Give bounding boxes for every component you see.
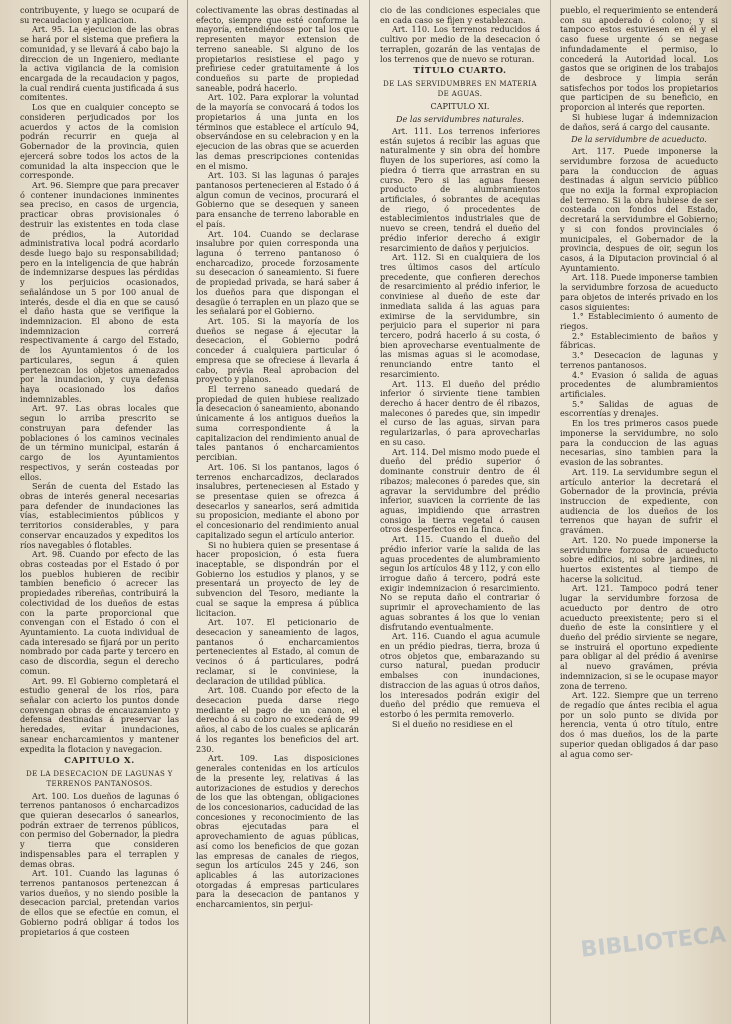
column-rule [187,0,188,1024]
text-column-3 [380,6,540,1018]
section-heading: TÍTULO CUARTO. [413,66,507,77]
article-paragraph: 3.° Desecacion de lagunas y terrenos pantanosos. [560,350,718,370]
article-paragraph: Si hubiese lugar á indemnizacion de daños, será á cargo del causante. [560,111,718,132]
column-rule [369,0,370,1024]
article-paragraph: 2.° Establecimiento de baños y fábricas. [560,330,718,351]
continued-paragraph: pueblo, el requerimiento se entenderá con su apoderado ó colono; y si tampoco estos estuviesen en él y el caso fuese urgente ó se negase infundadamente el permiso, lo concederá la Autoridad local. Los gastos que se originen de los trabajos de desbroce y limpia serán satisfechos por todos los propietarios que participen de su beneficio, en proporcion al interés que reporten. [560,6,718,113]
subsection-heading: De las servidumbres naturales. [396,114,524,125]
library-stamp: BIBLIOTECA [579,922,728,963]
article-paragraph: Art. 109. Las disposiciones generales contenidas en los artículos de la presente ley, relativas á las autorizaciones de estudios y derechos de los que las obtengan, obligaciones de los concesionarios, caducidad de las concesiones y reconocimiento de las obras ejecutadas para el aprovechamiento de aguas públicas, así como los beneficios de que gozan las empresas de canales de riegos, segun los artículos 245 y 246, son aplicables á las autorizaciones otorgadas á empresas particulares para la desecacion de pantanos y encharcamientos, sin perjui- [196,753,359,910]
subsection-heading: De la servidumbre de acueducto. [571,134,707,145]
article-paragraph: 4.° Evasion ó salida de aguas procedentes de alumbramientos artificiales. [560,369,718,400]
article-paragraph: Art. 100. Los dueños de lagunas ó terrenos pantanosos ó encharcadizos que quieran desecarlos ó sanearlos, podrán extraer de terrenos públicos, con permiso del Gobernador, la piedra y tierra que consideren indispensables para el terraplen y demas obras. [20,790,179,869]
text-column-4 [560,6,718,1018]
article-paragraph: Los que en cualquier concepto se consideren perjudicados por los acuerdos y actos de la comision podrán recurrir en queja al Gobernador de la provincia, quien ejercerá sobre todos los actos de la comunidad la alta inspeccion que le corresponde. [20,102,179,181]
article-paragraph: Art. 108. Cuando por efecto de la desecacion pueda darse riego mediante el pago de un canon, el derecho á su cobro no excederá de 99 años, al cabo de los cuales se aplicarán á los regantes los beneficios del art. 230. [196,685,359,754]
article-paragraph: Art. 115. Cuando el dueño del prédio inferior varíe la salida de las aguas procedentes de alumbramiento segun los artículos 48 y 112, y con ello irrogue daño á tercero, podrá este exigir indemnizacion ó resarcimiento. No se reputa daño el contrariar ó suprimir el aprovechamiento de las aguas sobrantes á los que lo venian disfrutando eventualmente. [380,534,540,632]
chapter-subtitle: DE LA DESECACION DE LAGUNAS Y TERRENOS PANTANOSOS. [26,770,173,788]
article-paragraph: Art. 102. Para explorar la voluntad de la mayoría se convocará á todos los propietarios á una junta en los términos que establece el artículo 94, observándose en su celebracion y en la ejecucion de las obras que se acuerden las demas prescripciones contenidas en el mismo. [196,92,359,171]
article-paragraph: Art. 103. Si las lagunas ó parajes pantanosos pertenecieren al Estado ó á algun comun de vecinos, procurará el Gobierno que se desequen y saneen para ensanche de terreno laborable en el país. [196,170,359,229]
article-paragraph: Serán de cuenta del Estado las obras de interés general necesarias para defender de inundaciones las vías, establecimientos públicos y territorios considerables, y para conservar encauzados y expeditos los ríos navegables ó flotables. [20,481,179,550]
article-paragraph: 5.° Salidas de aguas de escorrentías y drenajes. [560,398,718,419]
article-paragraph: Art. 121. Tampoco podrá tener lugar la servidumbre forzosa de acueducto por dentro de otro acueducto preexistente; pero si el dueño de este la consintiere y el dueño del prédio sirviente se negare, se instruirá el oportuno expediente para obligar al del prédio á avenirse al nuevo gravámen, prévia indemnizacion, si se le ocupase mayor zona de terreno. [560,583,718,691]
article-paragraph: Art. 105. Si la mayoría de los dueños se negase á ejecutar la desecacion, el Gobierno podrá conceder á cualquiera particular ó empresa que se ofreciese á llevarla á cabo, prévia Real aprobacion del proyecto y planos. [196,316,359,385]
article-paragraph: Art. 114. Del mismo modo puede el dueño del prédio superior ó dominante construir dentro de él ribazos; malecones ó paredes que, sin agravar la servidumbre del prédio inferior, suavicen la corriente de las aguas, impidiendo que arrastren consigo la tierra vegetal ó causen otros desperfectos en la finca. [380,446,540,535]
continued-paragraph: cio de las condiciones especiales que en cada caso se fijen y establezcan. [380,6,540,25]
article-paragraph: Art. 104. Cuando se declarase insalubre por quien corresponda una laguna ó terreno pantanoso ó encharcadizo, procede forzosamente su desecacion ó saneamiento. Si fuere de propiedad privada, se hará saber á los dueños para que dispongan el desagüe ó terraplen en un plazo que se les señalará por el Gobierno. [196,228,359,317]
chapter-heading: CAPITULO XI. [430,101,490,112]
article-paragraph: Art. 99. El Gobierno completará el estudio general de los ríos, para señalar con acierto los puntos donde convengan obras de encauzamiento y defensa destinadas á preservar las heredades, evitar inundaciones, sanear encharcamientos y mantener expedita la flotacion y navegacion. [20,675,179,754]
article-paragraph: Art. 107. El peticionario de desecacion y saneamiento de lagos, pantanos ó encharcamientos pertenecientes al Estado, al comun de vecinos ó á particulares, podrá reclamar, si le conviniese, la declaracion de utilidad pública. [196,617,359,686]
article-paragraph: Art. 118. Puede imponerse tambien la servidumbre forzosa de acueducto para objetos de interés privado en los casos siguientes: [560,272,718,312]
article-paragraph: 1.° Establecimiento ó aumento de riegos. [560,311,718,331]
article-paragraph: Art. 116. Cuando el agua acumule en un prédio piedras, tierra, broza ú otros objetos que, embarazando su curso natural, puedan producir embalses con inundaciones, distraccion de las aguas ú otros daños, los interesados podrán exigir del dueño del prédio que remueva el estorbo ó les permita removerlo. [380,631,540,720]
text-column-1 [20,6,179,1018]
continued-paragraph: colectivamente las obras destinadas al efecto, siempre que esté conforme la mayoría, entendiéndose por tal los que representen mayor extension de terreno saneable. Si alguno de los propietarios resistiese el pago y prefiriese ceder gratuitamente á los condueños su parte de propiedad saneable, podrá hacerlo. [196,6,359,93]
article-paragraph: Art. 110. Los terrenos reducidos á cultivo por medio de la desecacion ó terraplen, gozarán de las ventajas de los terrenos que de nuevo se roturan. [380,24,540,64]
chapter-subtitle: DE LAS SERVIDUMBRES EN MATERIA DE AGUAS. [383,80,537,98]
article-paragraph: Si el dueño no residiese en el [392,718,513,729]
column-rule [550,0,551,1024]
article-paragraph: El terreno saneado quedará de propiedad de quien hubiese realizado la desecacion ó saneamiento, abonando únicamente á los antiguos dueños la suma correspondiente á la capitalizacion del rendimiento anual de tales pantanos ó encharcamientos percibian. [196,384,359,463]
article-paragraph: Art. 96. Siempre que para precaver ó contener inundaciones inminentes sea preciso, en casos de urgencia, practicar obras provisionales ó destruir las existentes en toda clase de prédios, la Autoridad administrativa local podrá acordarlo desde luego bajo su responsabilidad; pero en la inteligencia de que habrán de indemnizarse despues las pérdidas y los perjuicios ocasionados, señalándose un 5 por 100 anual de interés, desde el dia en que se causó el daño hasta que se verifique la indemnizacion. El abono de esta indemnizacion correrá respectivamente á cargo del Estado, de los Ayuntamientos ó de los particulares, segun á quien pertenezcan los objetos amenazados por la inundacion, y cuya defensa haya ocasionado los daños indemnizables. [20,179,179,404]
article-paragraph: Art. 120. No puede imponerse la servidumbre forzosa de acueducto sobre edificios, ni sobre jardines, ni huertos existentes al tiempo de hacerse la solicitud. [560,534,718,584]
article-paragraph: Art. 111. Los terrenos inferiores están sujetos á recibir las aguas que naturalmente y sin obra del hombre fluyen de los superiores, así como la piedra ó tierra que arrastran en su curso. Pero si las aguas fuesen producto de alumbramientos artificiales, ó sobrantes de acequias de riego, ó procedentes de establecimientos industriales que de nuevo se creen, tendrá el dueño del prédio inferior derecho á exigir resarcimiento de daños y perjuicios. [380,125,540,253]
article-paragraph: Art. 98. Cuando por efecto de las obras costeadas por el Estado ó por los pueblos hubieren de recibir tambien beneficio ó acrecer las propiedades ribereñas, contribuirá la colectividad de los dueños de estas con la parte proporcional que convengan con el Estado ó con el Ayuntamiento. La cuota individual de cada interesado se fijará por un perito nombrado por cada parte y tercero en caso de discordia, segun el derecho comun. [20,549,179,676]
article-paragraph: Art. 101. Cuando las lagunas ó terrenos pantanosos pertenezcan á varios dueños, y no siendo posible la desecacion parcial, pretendan varios de ellos que se efectúe en comun, el Gobierno podrá obligar á todos los propietarios á que costeen [20,868,179,937]
section-heading: CAPITULO X. [64,756,135,767]
article-paragraph: Art. 119. La servidumbre segun el artículo anterior la decretará el Gobernador de la provincia, prévia instruccion de expediente, con audiencia de los dueños de los terrenos que hayan de sufrir el gravámen. [560,466,718,536]
article-paragraph: Art. 95. La ejecucion de las obras se hará por el sistema que prefiera la comunidad, y se llevará á cabo bajo la direccion de un Ingeniero, mediante la activa vigilancia de la comision encargada de la recaudacion y pagos, la cual rendirá cuenta justificada á sus comitentes. [20,24,179,103]
article-paragraph: Art. 106. Si los pantanos, lagos ó terrenos encharcadizos, declarados insalubres, perteneciesen al Estado y se presentase quien se ofrezca á desecarlos y sanearlos, será admitida su proposicion, mediante el abono por el concesionario del rendimiento anual capitalizado segun el artículo anterior. [196,461,359,540]
text-column-2 [196,6,359,1018]
article-paragraph: En los tres primeros casos puede imponerse la servidumbre, no solo para la conduccion de las aguas necesarias, sino tambien para la evasion de las sobrantes. [560,418,718,468]
continued-paragraph: contribuyente, y luego se ocupará de su recaudacion y aplicacion. [20,6,179,25]
article-paragraph: Art. 117. Puede imponerse la servidumbre forzosa de acueducto para la conduccion de aguas destinadas á algun servicio público que no exija la formal expropiacion del terreno. Si la obra hubiese de ser costeada con fondos del Estado, decretará la servidumbre el Gobierno; y si con fondos provinciales ó municipales, el Gobernador de la provincia, despues de oir, segun los casos, á la Diputacion provincial ó al Ayuntamiento. [560,146,718,273]
article-paragraph: Art. 122. Siempre que un terreno de regadío que ántes recibia el agua por un solo punto se divida por herencia, venta ú otro título, entre dos ó mas dueños, los de la parte superior quedan obligados á dar paso al agua como ser- [560,690,718,759]
article-paragraph: Art. 113. El dueño del prédio inferior ó sirviente tiene tambien derecho á hacer dentro de él ribazos, malecones ó paredes que, sin impedir el curso de las aguas, sirvan para regularizarlas, ó para aprovecharlas en su caso. [380,378,540,447]
article-paragraph: Art. 112. Si en cualquiera de los tres últimos casos del artículo precedente, que confieren derechos de resarcimiento al prédio inferior, le conviniese al dueño de este dar inmediata salida á las aguas para eximirse de la servidumbre, sin perjuicio para el superior ni para tercero, podrá hacerlo á su costa, ó bien aprovecharse eventualmente de las mismas aguas si le acomodase, renunciando entre tanto el resarcimiento. [380,252,540,379]
article-paragraph: Si no hubiera quien se presentase á hacer proposicion, ó esta fuera inaceptable, se dispondrán por el Gobierno los estudios y planos, y se presentará un proyecto de ley de subvencion del Tesoro, mediante la cual se saque la empresa á pública licitacion. [196,539,359,618]
article-paragraph: Art. 97. Las obras locales que segun lo arriba prescrito se construyan para defender las poblaciones ó los caminos vecinales de un término municipal, estarán á cargo de los Ayuntamientos respectivos, y serán costeadas por ellos. [20,403,179,482]
